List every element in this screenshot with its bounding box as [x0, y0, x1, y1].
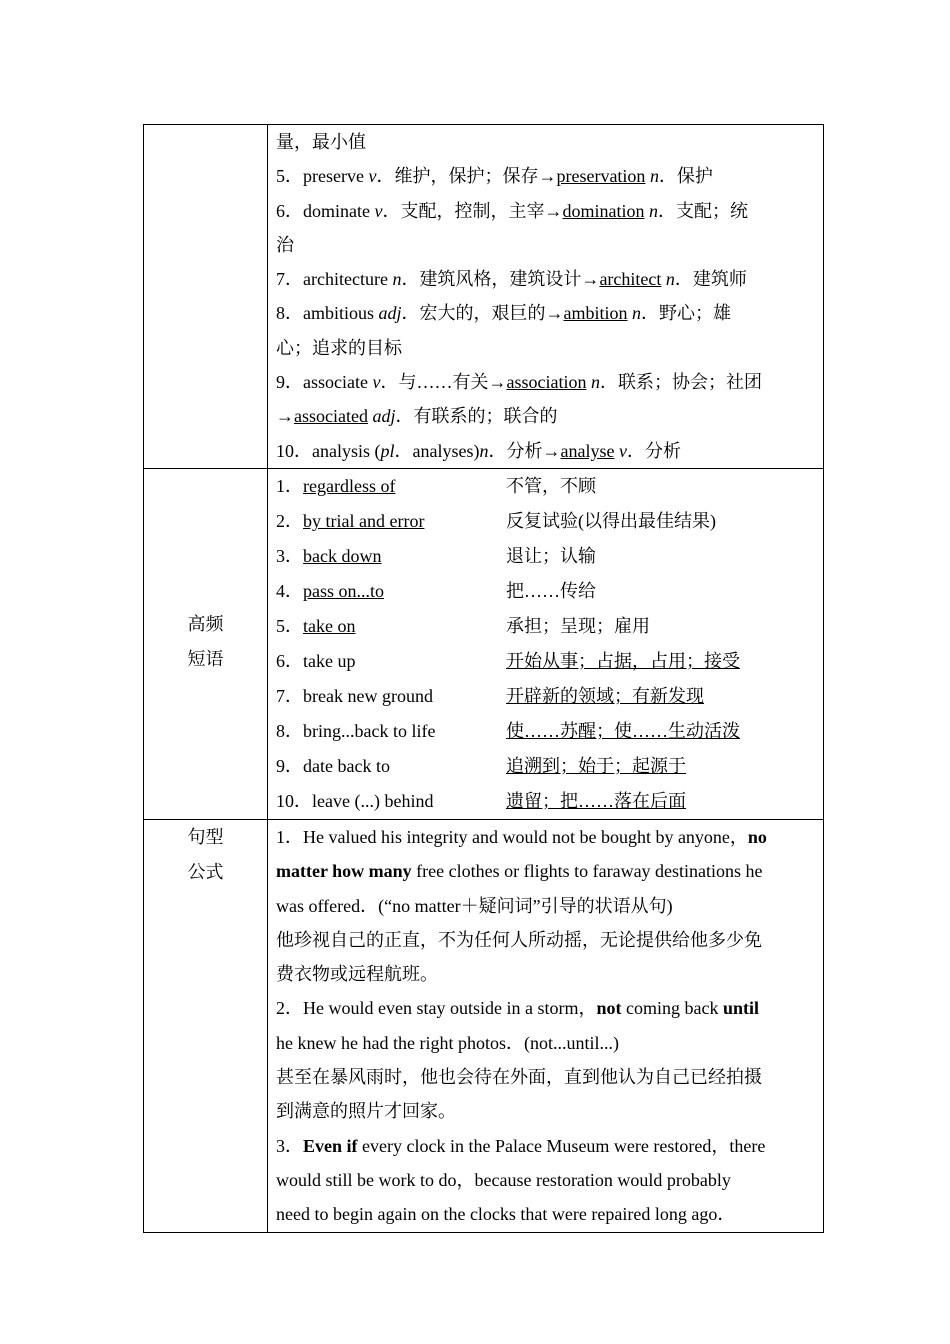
sentence-line: 3．Even if every clock in the Palace Museum were restored，there: [276, 1135, 766, 1156]
phrase-chinese: 遗留；把……落在后面: [506, 790, 686, 811]
sentences-category-line2: 公式: [187, 861, 224, 882]
vocab-line: 9．associate v．与……有关→association n．联系；协会；社团: [276, 372, 762, 393]
vocab-line: →associated adj．有联系的；联合的: [276, 406, 558, 427]
vocab-line: 8．ambitious adj．宏大的，艰巨的→ambition n．野心；雄: [276, 303, 732, 324]
phrase-english: 7．break new ground: [276, 685, 433, 706]
phrase-english: 4．pass on...to: [276, 580, 384, 601]
sentence-translation: 甚至在暴风雨时，他也会待在外面，直到他认为自己已经拍摄: [276, 1067, 762, 1088]
phrase-item: [276, 574, 815, 609]
phrase-item: [276, 749, 815, 784]
sentence-translation: 他珍视自己的正直，不为任何人所动摇，无论提供给他多少免: [276, 929, 762, 950]
vocab-line: 10．analysis (pl．analyses)n．分析→analyse v．分析: [276, 440, 681, 461]
phrase-item: [276, 714, 815, 749]
phrase-chinese: 追溯到；始于；起源于: [506, 755, 686, 776]
phrase-chinese: 使……苏醒；使……生动活泼: [506, 720, 740, 741]
vocab-line: 心；追求的目标: [276, 337, 402, 358]
phrases-category-cell: [144, 468, 268, 819]
phrase-item: [276, 469, 815, 504]
sentence-line: matter how many free clothes or flights to faraway destinations he: [276, 861, 763, 882]
phrase-chinese: 开辟新的领域；有新发现: [506, 685, 704, 706]
phrase-item: [276, 784, 815, 819]
phrase-english: 6．take up: [276, 650, 356, 671]
sentences-content-cell: [268, 819, 824, 1232]
sentences-category-cell: [144, 819, 268, 1232]
phrases-category-line1: 高频: [187, 613, 224, 634]
phrase-english: 2．by trial and error: [276, 510, 425, 531]
phrase-chinese: 不管，不顾: [506, 475, 596, 496]
vocab-line: 量，最小值: [276, 132, 366, 152]
phrase-item: [276, 644, 815, 679]
phrase-item: [276, 679, 815, 714]
phrase-english: 10．leave (...) behind: [276, 790, 434, 811]
phrases-row: [144, 468, 824, 819]
phrase-english: 1．regardless of: [276, 475, 396, 496]
phrase-chinese: 承担；呈现；雇用: [506, 615, 650, 636]
phrase-chinese: 开始从事；占据，占用；接受: [506, 650, 740, 671]
phrases-category-line2: 短语: [187, 648, 224, 669]
phrase-english: 3．back down: [276, 545, 382, 566]
sentences-row: [144, 819, 824, 1232]
phrase-chinese: 把……传给: [506, 580, 596, 601]
vocab-content-cell: [268, 125, 824, 469]
sentence-line: would still be work to do，because restoration would probably: [276, 1169, 731, 1190]
study-table: [143, 124, 824, 1233]
vocab-line: 5．preserve v．维护，保护；保存→preservation n．保护: [276, 166, 713, 187]
sentence-translation: 费衣物或远程航班。: [276, 964, 438, 985]
phrase-english: 8．bring...back to life: [276, 720, 436, 741]
vocab-line: 治: [276, 234, 294, 255]
phrase-item: [276, 539, 815, 574]
vocab-category-cell: [144, 125, 268, 469]
vocab-line: 7．architecture n．建筑风格，建筑设计→architect n．建筑师: [276, 269, 747, 290]
phrase-item: [276, 504, 815, 539]
vocab-row: [144, 125, 824, 469]
sentence-line: he knew he had the right photos．(not...until...): [276, 1032, 619, 1053]
sentence-line: 2．He would even stay outside in a storm，not coming back until: [276, 998, 759, 1019]
sentence-line: 1．He valued his integrity and would not be bought by anyone，no: [276, 826, 767, 847]
sentence-line: need to begin again on the clocks that were repaired long ago．: [276, 1204, 736, 1225]
sentence-translation: 到满意的照片才回家。: [276, 1101, 456, 1122]
phrase-chinese: 退让；认输: [506, 545, 596, 566]
vocab-line: 6．dominate v．支配，控制，主宰→domination n．支配；统: [276, 200, 748, 221]
phrase-chinese: 反复试验(以得出最佳结果): [506, 510, 716, 531]
sentence-line: was offered．(“no matter＋疑问词”引导的状语从句): [276, 895, 673, 916]
phrases-content-cell: [268, 468, 824, 819]
phrase-english: 9．date back to: [276, 755, 390, 776]
phrase-item: [276, 609, 815, 644]
sentences-category-line1: 句型: [187, 826, 224, 847]
phrase-english: 5．take on: [276, 615, 356, 636]
